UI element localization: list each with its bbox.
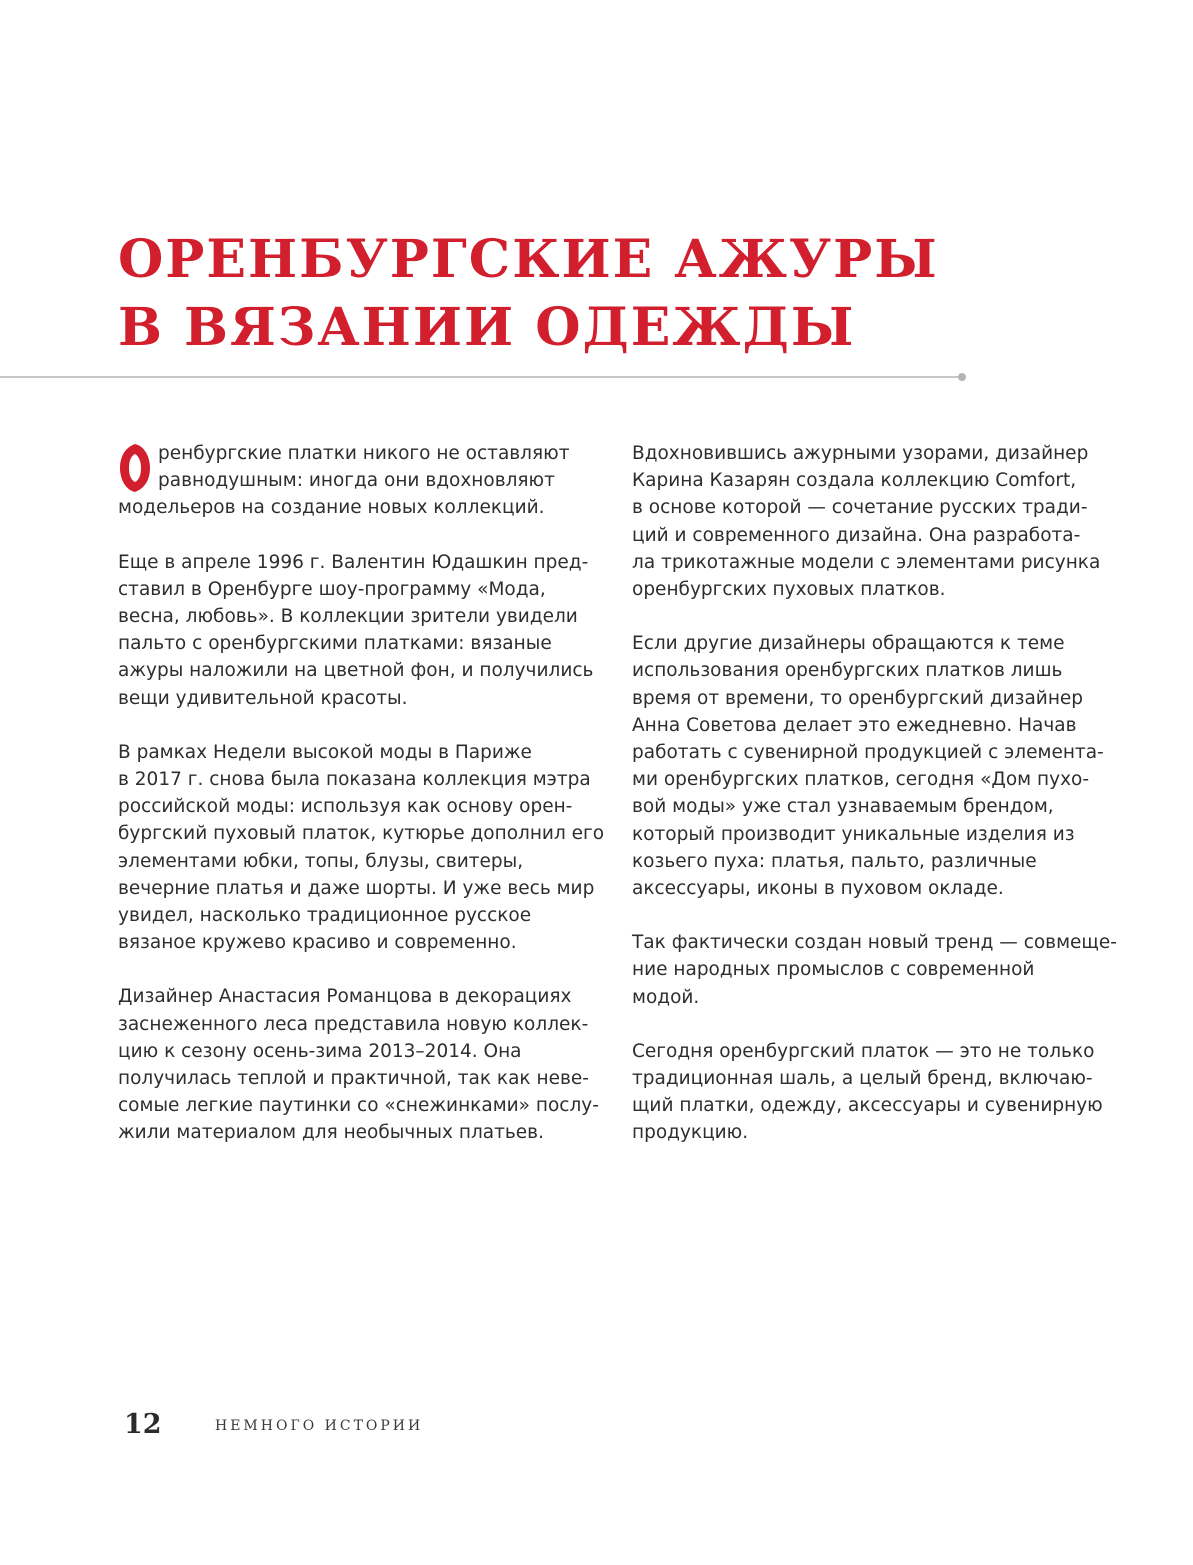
text-line: ставил в Оренбурге шоу-программу «Мода, xyxy=(118,578,546,600)
text-line: российской моды: используя как основу орен- xyxy=(118,796,573,818)
page-title xyxy=(118,226,1018,362)
drop-cap xyxy=(118,442,152,494)
paragraph-yudashkin xyxy=(118,549,608,712)
text-line: равнодушным: иногда они вдохновляют xyxy=(158,470,555,492)
text-line: Дизайнер Анастасия Романцова в декорациях xyxy=(118,986,572,1008)
text-line: щий платки, одежду, аксессуары и сувенирную xyxy=(632,1095,1103,1117)
text-line: в основе которой — сочетание русских тради- xyxy=(632,497,1088,519)
text-line: ренбургские платки никого не оставляют xyxy=(158,443,570,464)
text-line: Так фактически создан новый тренд — совмеще- xyxy=(632,932,1117,954)
right-column xyxy=(632,440,1122,1174)
drop-cap-o-glyph xyxy=(118,442,152,494)
text-line: Еще в апреле 1996 г. Валентин Юдашкин пред- xyxy=(118,551,589,573)
text-line: вечерние платья и даже шорты. И уже весь мир xyxy=(118,877,595,899)
text-line: получилась теплой и практичной, так как неве- xyxy=(118,1068,589,1090)
page-number: 12 xyxy=(124,1409,162,1440)
text-line: увидел, насколько традиционное русское xyxy=(118,905,532,927)
text-line: Если другие дизайнеры обращаются к теме xyxy=(632,633,1065,655)
paragraph-kazaryan xyxy=(632,440,1122,603)
text-line: бургский пуховый платок, кутюрье дополнил его xyxy=(118,823,605,845)
text-line: модой. xyxy=(632,986,700,1008)
text-line: жили материалом для необычных платьев. xyxy=(118,1122,544,1144)
paragraph-romantsova xyxy=(118,983,608,1146)
text-line: ла трикотажные модели с элементами рисунка xyxy=(632,551,1101,573)
text-line: Сегодня оренбургский платок — это не только xyxy=(632,1040,1095,1062)
text-line: вой моды» уже стал узнаваемым брендом, xyxy=(632,796,1054,818)
title-line-2: В ВЯЗАНИИ ОДЕЖДЫ xyxy=(118,297,856,358)
text-line: вязаное кружево красиво и современно. xyxy=(118,932,517,954)
paragraph-today xyxy=(632,1038,1122,1147)
paragraph-sovetova xyxy=(632,630,1122,902)
divider-dot xyxy=(958,373,966,381)
text-line: В рамках Недели высокой моды в Париже xyxy=(118,741,532,763)
text-line: пальто с оренбургскими платками: вязаные xyxy=(118,633,552,655)
text-line: традиционная шаль, а целый бренд, включаю- xyxy=(632,1068,1093,1090)
running-section-title: НЕМНОГО ИСТОРИИ xyxy=(215,1418,424,1434)
text-line: заснеженного леса представила новую коллек- xyxy=(118,1013,589,1035)
text-line: Карина Казарян создала коллекцию Comfort, xyxy=(632,470,1077,492)
text-line: сомые легкие паутинки со «снежинками» послу- xyxy=(118,1095,599,1117)
text-line: в 2017 г. снова была показана коллекция мэтра xyxy=(118,769,591,791)
paragraph-intro xyxy=(118,440,608,522)
text-line: элементами юбки, топы, блузы, свитеры, xyxy=(118,850,524,872)
text-line: ций и современного дизайна. Она разработа- xyxy=(632,524,1081,546)
text-line: Вдохновившись ажурными узорами, дизайнер xyxy=(632,443,1089,464)
title-line-1: ОРЕНБУРГСКИЕ АЖУРЫ xyxy=(118,229,939,290)
text-line: оренбургских пуховых платков. xyxy=(632,579,946,601)
text-line: модельеров на создание новых коллекций. xyxy=(118,497,545,519)
text-line: цию к сезону осень-зима 2013–2014. Она xyxy=(118,1040,522,1062)
text-line: ми оренбургских платков, сегодня «Дом пухо- xyxy=(632,769,1090,791)
text-line: козьего пуха: платья, пальто, различные xyxy=(632,850,1037,872)
text-line: использования оренбургских платков лишь xyxy=(632,660,1063,682)
text-line: время от времени, то оренбургский дизайнер xyxy=(632,687,1084,709)
text-line: ажуры наложили на цветной фон, и получились xyxy=(118,660,594,682)
text-line: ние народных промыслов с современной xyxy=(632,959,1035,981)
paragraph-paris xyxy=(118,739,608,957)
text-line: аксессуары, иконы в пуховом окладе. xyxy=(632,878,1004,900)
text-line: работать с сувенирной продукцией с элемента- xyxy=(632,742,1104,764)
text-line: продукцию. xyxy=(632,1122,749,1144)
paragraph-trend xyxy=(632,929,1122,1011)
divider-line xyxy=(0,376,960,378)
text-line: который производит уникальные изделия из xyxy=(632,823,1075,845)
text-line: весна, любовь». В коллекции зрители увидели xyxy=(118,606,578,628)
left-column xyxy=(118,440,608,1174)
text-line: вещи удивительной красоты. xyxy=(118,687,408,709)
text-line: Анна Советова делает это ежедневно. Начав xyxy=(632,714,1077,736)
